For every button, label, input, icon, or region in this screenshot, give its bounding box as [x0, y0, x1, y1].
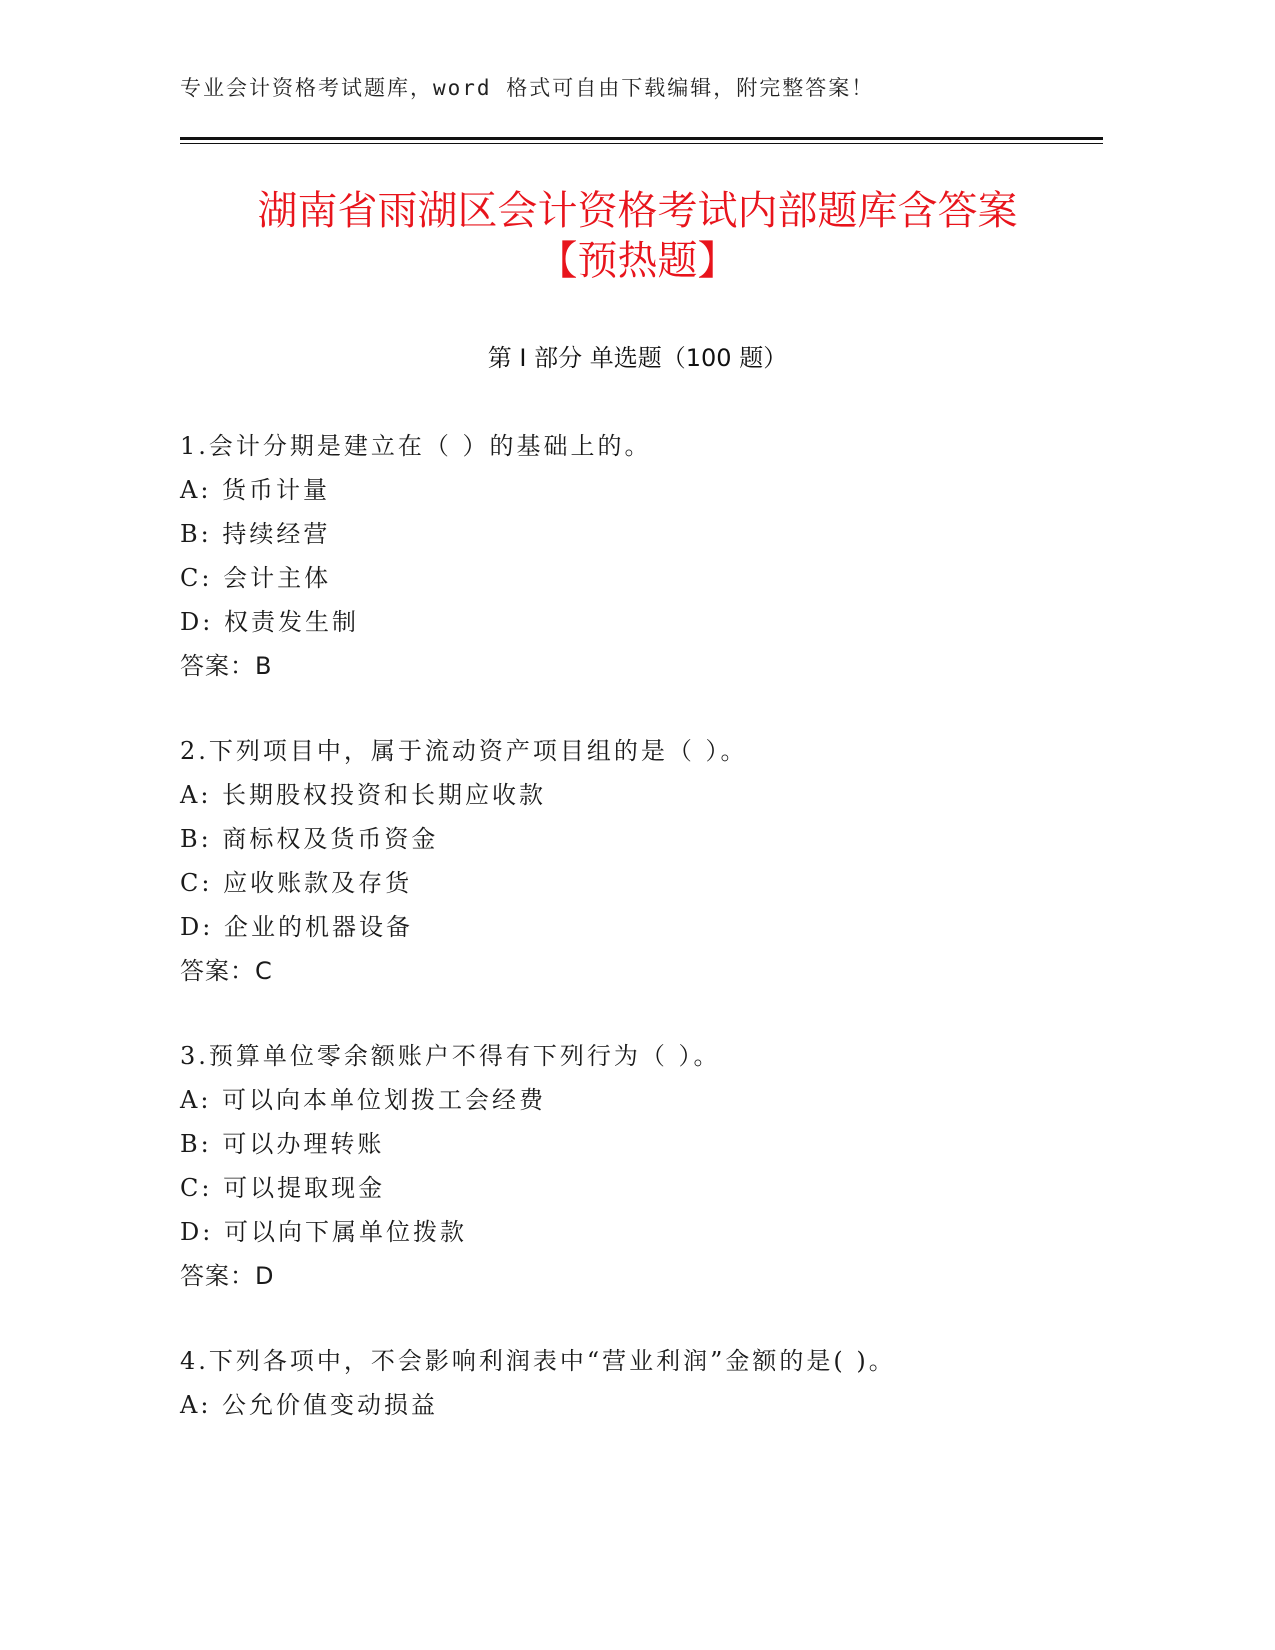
question-stem: 3.预算单位零余额账户不得有下列行为（ ）。	[180, 1042, 721, 1070]
option-b: B: 持续经营	[180, 520, 331, 548]
option-a: A: 可以向本单位划拨工会经费	[180, 1086, 547, 1114]
option-a: A: 长期股权投资和长期应收款	[180, 781, 547, 809]
question-list	[180, 424, 1120, 1468]
answer: 答案：D	[180, 1262, 275, 1290]
question-stem: 2.下列项目中，属于流动资产项目组的是（ ）。	[180, 737, 748, 765]
question-3	[180, 1034, 1120, 1298]
option-d: D: 企业的机器设备	[180, 913, 413, 941]
answer: 答案：B	[180, 652, 273, 680]
answer: 答案：C	[180, 957, 273, 985]
header-note: 专业会计资格考试题库，word 格式可自由下载编辑，附完整答案！	[180, 76, 875, 100]
title-line-1: 湖南省雨湖区会计资格考试内部题库含答案	[257, 188, 1018, 234]
option-c: C: 可以提取现金	[180, 1174, 386, 1202]
title-line-2: 【预热题】	[537, 238, 738, 284]
option-b: B: 商标权及货币资金	[180, 825, 439, 853]
option-a: A: 货币计量	[180, 476, 331, 504]
question-stem: 1.会计分期是建立在（ ）的基础上的。	[180, 432, 652, 460]
option-c: C: 会计主体	[180, 564, 332, 592]
option-c: C: 应收账款及存货	[180, 869, 413, 897]
document-title	[160, 186, 1115, 286]
header-rule-thin	[180, 143, 1103, 144]
question-1	[180, 424, 1120, 688]
option-b: B: 可以办理转账	[180, 1130, 385, 1158]
option-d: D: 可以向下属单位拨款	[180, 1218, 467, 1246]
header-rule	[180, 137, 1103, 140]
option-d: D: 权责发生制	[180, 608, 359, 636]
question-2	[180, 729, 1120, 993]
option-a: A: 公允价值变动损益	[180, 1391, 439, 1419]
question-4	[180, 1339, 1120, 1427]
section-heading: 第 I 部分 单选题（100 题）	[487, 344, 788, 372]
question-stem: 4.下列各项中，不会影响利润表中“营业利润”金额的是( )。	[180, 1347, 896, 1375]
